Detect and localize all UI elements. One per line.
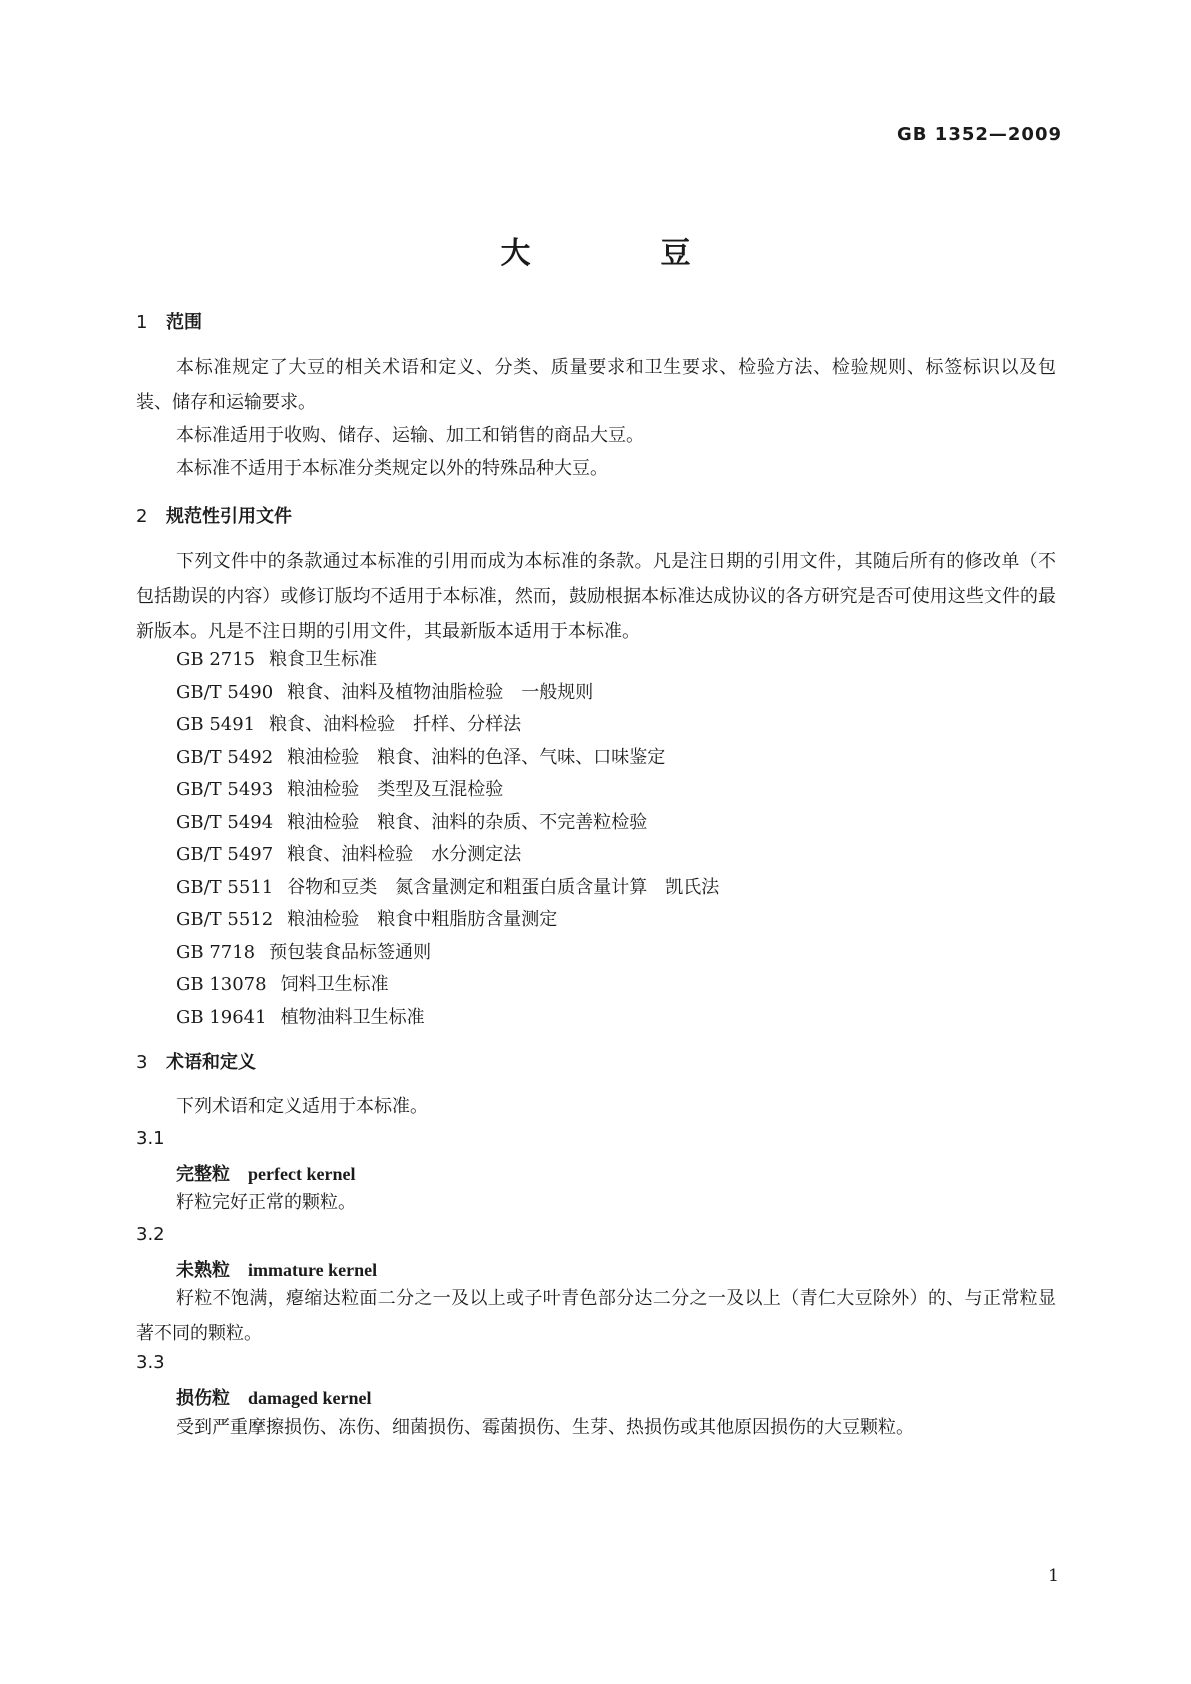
section-title: 术语和定义 [166, 1052, 256, 1073]
reference-title: 植物油料卫生标准 [280, 1007, 425, 1028]
reference-item [176, 1000, 425, 1035]
reference-code: GB 5491 [176, 714, 256, 735]
reference-title: 谷物和豆类 氮含量测定和粗蛋白质含量计算 凯氏法 [287, 877, 720, 898]
term-en: immature kernel [248, 1260, 378, 1280]
scope-paragraph-1: 本标准规定了大豆的相关术语和定义、分类、质量要求和卫生要求、检验方法、检验规则、标签标识以及包装、储存和运输要求。 [136, 357, 1056, 413]
reference-item [176, 675, 593, 710]
term-en: perfect kernel [248, 1164, 356, 1184]
term-zh: 完整粒 [176, 1164, 230, 1185]
reference-item [176, 967, 389, 1002]
scope-paragraph-2: 本标准适用于收购、储存、运输、加工和销售的商品大豆。 [176, 425, 644, 446]
reference-title: 粮食、油料检验 水分测定法 [287, 844, 522, 865]
term-heading [176, 1384, 372, 1410]
term-zh: 损伤粒 [176, 1388, 230, 1409]
section-title: 范围 [166, 312, 202, 333]
reference-item [176, 642, 377, 677]
reference-code: GB 19641 [176, 1007, 267, 1028]
reference-code: GB/T 5494 [176, 812, 274, 833]
term-definition: 受到严重摩擦损伤、冻伤、细菌损伤、霉菌损伤、生芽、热损伤或其他原因损伤的大豆颗粒。 [176, 1417, 914, 1438]
reference-item [176, 935, 431, 970]
reference-item [176, 902, 557, 937]
reference-title: 饲料卫生标准 [280, 974, 389, 995]
section-heading-terms [136, 1048, 256, 1074]
reference-title: 预包装食品标签通则 [269, 942, 432, 963]
reference-title: 粮油检验 粮食中粗脂肪含量测定 [287, 909, 558, 930]
section-number: 1 [136, 312, 148, 333]
term-heading [176, 1256, 377, 1282]
standard-code: GB 1352—2009 [897, 124, 1062, 145]
reference-title: 粮油检验 粮食、油料的杂质、不完善粒检验 [287, 812, 648, 833]
reference-code: GB 13078 [176, 974, 267, 995]
term-en: damaged kernel [248, 1388, 372, 1408]
reference-code: GB/T 5511 [176, 877, 274, 898]
reference-item [176, 707, 521, 742]
term-zh: 未熟粒 [176, 1260, 230, 1281]
scope-paragraph-3: 本标准不适用于本标准分类规定以外的特殊品种大豆。 [176, 458, 608, 479]
page-number: 1 [1048, 1566, 1059, 1586]
reference-item [176, 740, 665, 775]
reference-code: GB/T 5497 [176, 844, 274, 865]
reference-title: 粮食卫生标准 [269, 649, 378, 670]
reference-code: GB/T 5493 [176, 779, 274, 800]
reference-code: GB/T 5512 [176, 909, 274, 930]
reference-title: 粮食、油料检验 扦样、分样法 [269, 714, 522, 735]
reference-item [176, 772, 503, 807]
terms-intro: 下列术语和定义适用于本标准。 [176, 1096, 428, 1117]
reference-item [176, 805, 647, 840]
reference-item [176, 837, 521, 872]
reference-title: 粮油检验 粮食、油料的色泽、气味、口味鉴定 [287, 747, 666, 768]
references-intro: 下列文件中的条款通过本标准的引用而成为本标准的条款。凡是注日期的引用文件，其随后所有的修改单（不包括勘误的内容）或修订版均不适用于本标准，然而，鼓励根据本标准达成协议的各方研究是否可使用这些文件的最新版本。凡是不注日期的引用文件，其最新版本适用于本标准。 [136, 551, 1056, 642]
term-heading [176, 1160, 355, 1186]
clause-number: 3.3 [136, 1352, 165, 1373]
reference-title: 粮油检验 类型及互混检验 [287, 779, 504, 800]
reference-code: GB/T 5492 [176, 747, 274, 768]
section-title: 规范性引用文件 [166, 506, 292, 527]
document-title: 大豆 [500, 236, 821, 271]
section-heading-scope [136, 308, 202, 334]
term-definition: 籽粒完好正常的颗粒。 [176, 1192, 356, 1213]
section-number: 2 [136, 506, 148, 527]
clause-number: 3.2 [136, 1224, 165, 1245]
reference-code: GB 7718 [176, 942, 256, 963]
term-definition: 籽粒不饱满，瘪缩达粒面二分之一及以上或子叶青色部分达二分之一及以上（青仁大豆除外）的、与正常粒显著不同的颗粒。 [136, 1288, 1056, 1344]
reference-item [176, 870, 719, 905]
reference-code: GB 2715 [176, 649, 256, 670]
reference-code: GB/T 5490 [176, 682, 274, 703]
section-number: 3 [136, 1052, 148, 1073]
reference-title: 粮食、油料及植物油脂检验 一般规则 [287, 682, 594, 703]
clause-number: 3.1 [136, 1128, 165, 1149]
section-heading-references [136, 502, 292, 528]
